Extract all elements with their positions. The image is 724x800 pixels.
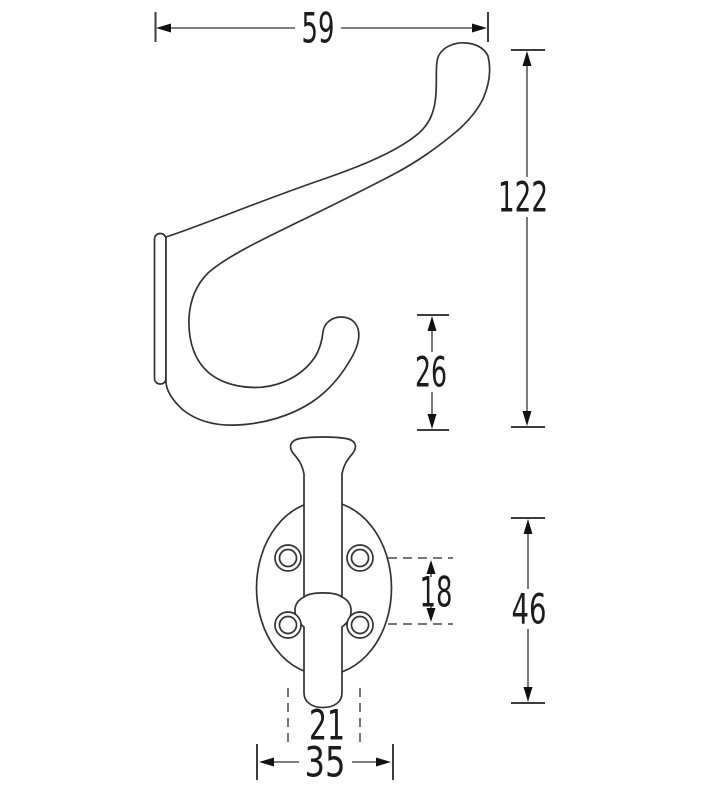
screw-hole-bottom-left [275,612,301,638]
dimension-hook-projection [156,4,489,53]
arrow-left-icon [156,24,171,33]
arrow-left-icon [259,758,274,767]
dimension-lower-hook-rise [415,315,449,430]
dim-lower-hook-rise-label: 26 [415,347,447,397]
arrow-right-icon [376,758,391,767]
screw-hole-top-left [275,545,301,571]
dimension-plate-width [257,738,393,787]
arrow-right-icon [472,24,487,33]
front-view [257,437,392,708]
dim-plate-height-label: 46 [511,584,547,634]
dim-hole-spacing-horizontal-label: 21 [309,700,345,750]
arrow-down-icon [428,414,437,429]
arrow-down-icon [523,411,532,426]
dim-hook-height-label: 122 [498,172,548,222]
wall-plate-side [155,234,167,385]
arrow-up-icon [524,519,533,534]
arrow-down-icon [524,687,533,702]
arrow-up-icon [428,316,437,331]
dimension-hook-height [498,50,548,427]
screw-hole-top-right [347,545,373,571]
dimension-plate-height [511,518,547,703]
dim-plate-width-label: 35 [304,737,346,787]
dimension-hole-spacing-vertical [388,558,453,624]
dim-hook-projection-label: 59 [301,3,335,53]
screw-hole-bottom-right [347,612,373,638]
arrow-up-icon [523,51,532,66]
dim-hole-spacing-vertical-label: 18 [419,567,453,617]
